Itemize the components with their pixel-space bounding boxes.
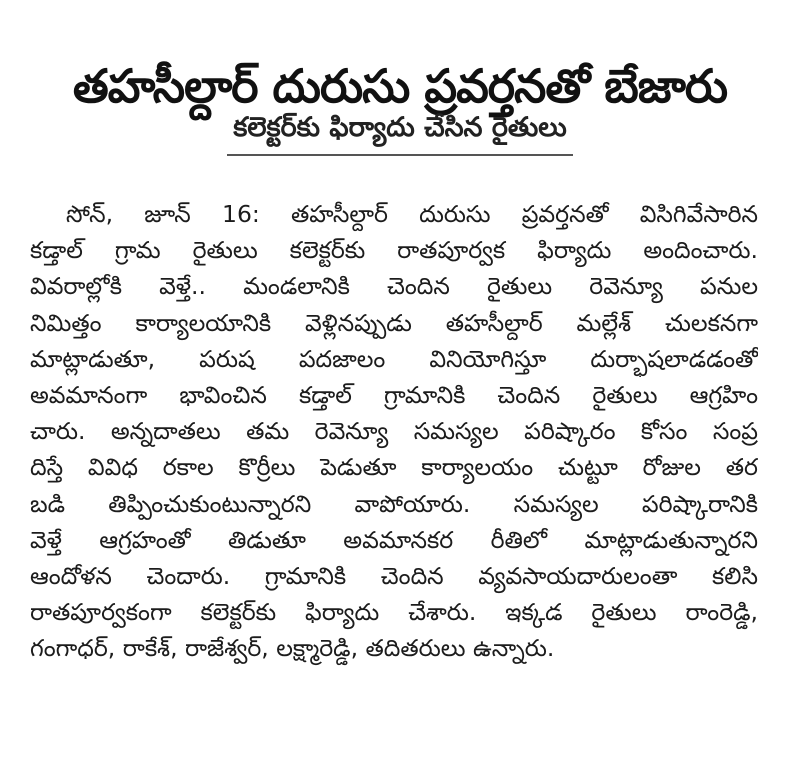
headline: తహసీల్దార్ దురుసు ప్రవర్తనతో బేజారు (72, 58, 728, 113)
article-line: గంగాధర్, రాకేశ్, రాజేశ్వర్, లక్ష్మారెడ్డి, తదితరులు ఉన్నారు. (30, 634, 555, 663)
article-line: అవమానంగా భావించిన కడ్తాల్ గ్రామానికి చెందిన రైతులు ఆగ్రహిం (30, 380, 758, 409)
article-line: వెళ్తే ఆగ్రహంతో తిడుతూ అవమానకర రీతిలో మాట్లాడుతున్నారని (30, 525, 758, 554)
article-line: చారు. అన్నదాతలు తమ రెవెన్యూ సమస్యల పరిష్కారం కోసం సంప్ర (30, 417, 758, 446)
article-line: మాట్లాడుతూ, పరుష పదజాలం వినియోగిస్తూ దుర్భాషలాడడంతో (30, 344, 758, 373)
article-line: ఆందోళన చెందారు. గ్రామానికి చెందిన వ్యవసాయదారులంతా కలిసి (30, 561, 758, 590)
article-line: దిస్తే వివిధ రకాల కొర్రీలు పెడుతూ కార్యాలయం చుట్టూ రోజుల తర (30, 453, 758, 482)
subheadline-wrap (0, 112, 800, 156)
article-line: రాతపూర్వకంగా కలెక్టర్‌కు ఫిర్యాదు చేశారు. ఇక్కడ రైతులు రాంరెడ్డి, (30, 598, 758, 627)
article-line: బడి తిప్పించుకుంటున్నారని వాపోయారు. సమస్యల పరిష్కారానికి (30, 489, 758, 518)
article-body (30, 196, 758, 666)
article-line: కడ్తాల్ గ్రామ రైతులు కలెక్టర్‌కు రాతపూర్వక ఫిర్యాదు అందించారు. (30, 236, 758, 265)
article-line: నిమిత్తం కార్యాలయానికి వెళ్లినప్పుడు తహసీల్దార్ మల్లేశ్ చులకనగా (30, 308, 758, 337)
article-line: సోన్, జూన్ 16: తహసీల్దార్ దురుసు ప్రవర్తనతో విసిగివేసారిన (66, 200, 758, 228)
subheadline: కలెక్టర్‌కు ఫిర్యాదు చేసిన రైతులు (227, 112, 573, 156)
article-line: వివరాల్లోకి వెళ్తే.. మండలానికి చెందిన రైతులు రెవెన్యూ పనుల (30, 272, 758, 301)
